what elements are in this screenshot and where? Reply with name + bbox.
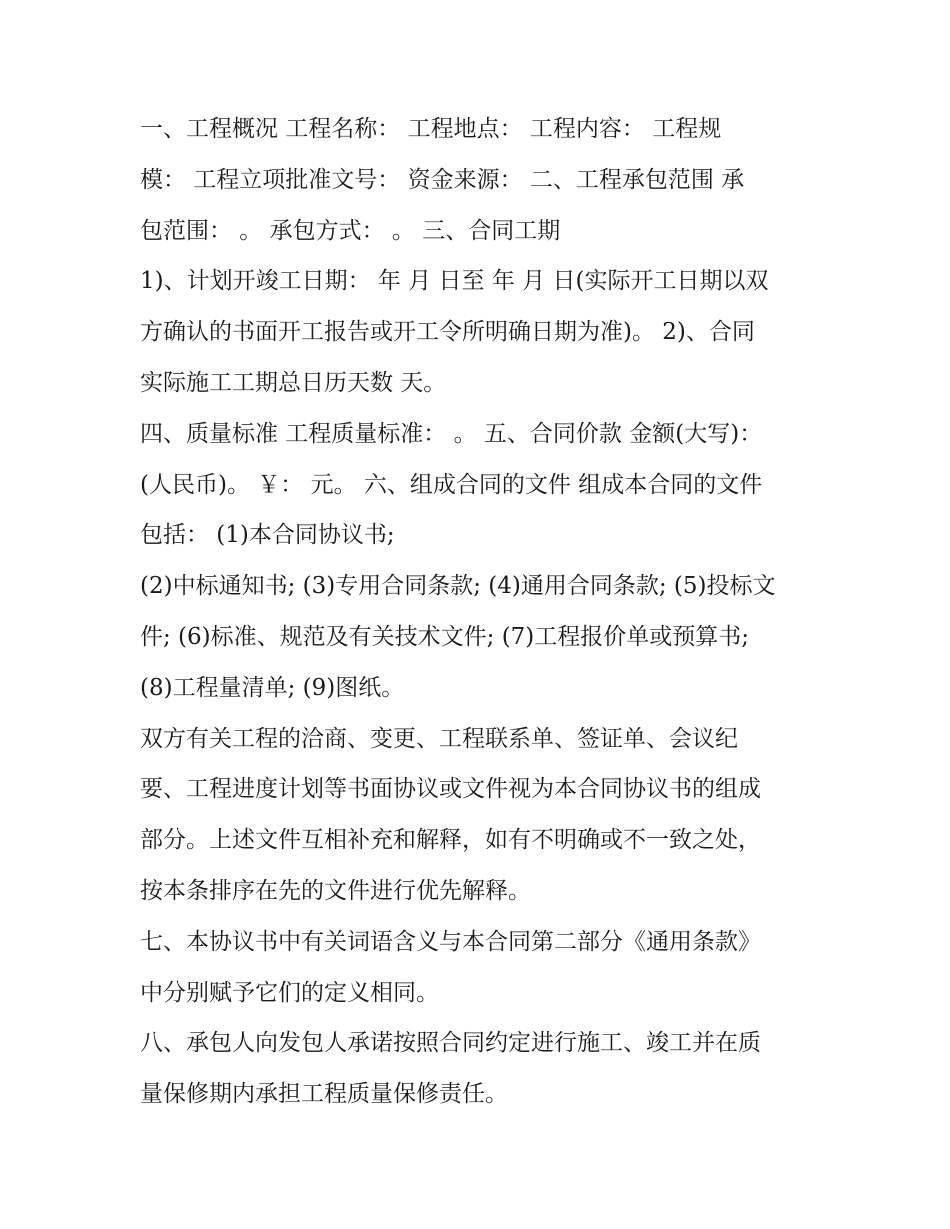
text-line: 量保修期内承担工程质量保修责任。 xyxy=(140,1081,508,1108)
text-line: 七、本协议书中有关词语含义与本合同第二部分《通用条款》 xyxy=(140,928,761,955)
contract-body-text xyxy=(140,104,820,1120)
text-line: (2)中标通知书; (3)专用合同条款; (4)通用合同条款; (5)投标文 xyxy=(140,573,776,600)
text-line: 模： 工程立项批准文号： 资金来源： 二、工程承包范围 承 xyxy=(140,166,745,193)
text-line: 实际施工工期总日历天数 天。 xyxy=(140,369,447,396)
text-line: 1)、计划开竣工日期： 年 月 日至 年 月 日(实际开工日期以双 xyxy=(140,268,769,295)
text-line: 件; (6)标准、规范及有关技术文件; (7)工程报价单或预算书; xyxy=(140,623,750,650)
text-line: 四、质量标准 工程质量标准： 。 五、合同价款 金额(大写)： xyxy=(140,420,763,447)
text-line: 一、工程概况 工程名称： 工程地点： 工程内容： 工程规 xyxy=(140,116,722,142)
text-line: 按本条排序在先的文件进行优先解释。 xyxy=(140,877,531,904)
text-line: (8)工程量清单; (9)图纸。 xyxy=(140,674,405,701)
text-line: (人民币)。 ￥： 元。 六、组成合同的文件 组成本合同的文件 xyxy=(140,471,763,498)
text-line: 要、工程进度计划等书面协议或文件视为本合同协议书的组成 xyxy=(140,776,761,803)
text-line: 包范围： 。 承包方式： 。 三、合同工期 xyxy=(140,217,561,244)
text-line: 双方有关工程的洽商、变更、工程联系单、签证单、会议纪 xyxy=(140,725,738,752)
text-line: 部分。上述文件互相补充和解释，如有不明确或不一致之处， xyxy=(140,827,761,854)
text-line: 方确认的书面开工报告或开工令所明确日期为准)。 2)、合同 xyxy=(140,319,755,346)
text-line: 包括： (1)本合同协议书; xyxy=(140,522,395,549)
text-line: 八、承包人向发包人承诺按照合同约定进行施工、竣工并在质 xyxy=(140,1030,761,1057)
text-line: 中分别赋予它们的定义相同。 xyxy=(140,979,439,1006)
